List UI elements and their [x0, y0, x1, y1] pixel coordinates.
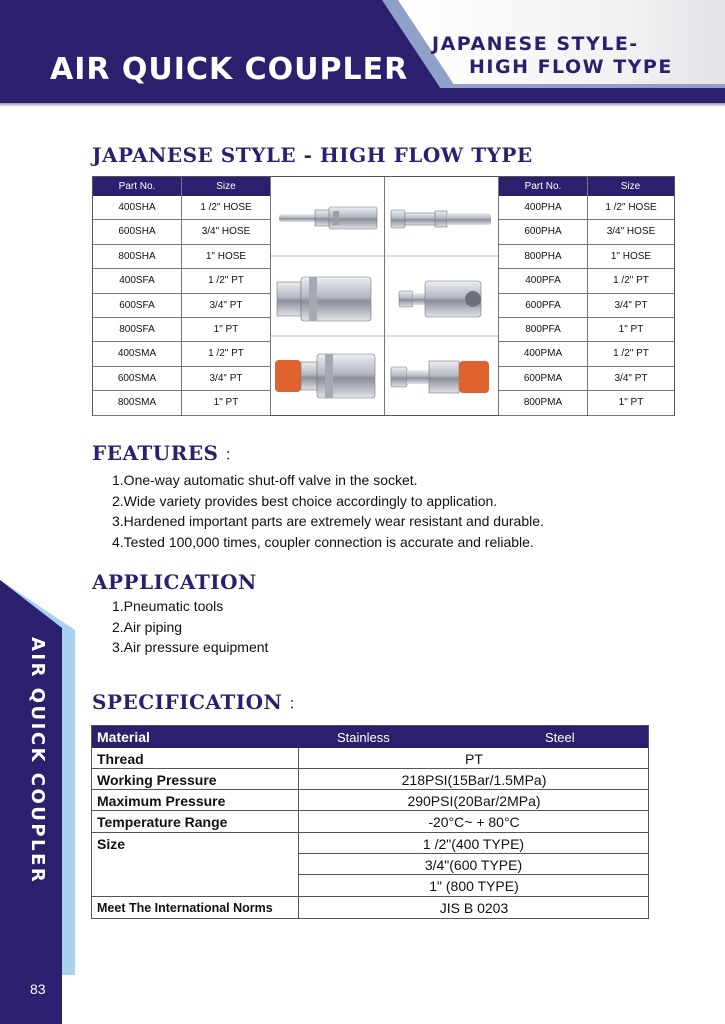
spec-row-temperature — [92, 811, 648, 833]
spec-value-temperature: -20°C~ + 80°C — [428, 814, 520, 830]
page-number: 83 — [30, 981, 46, 997]
spec-value-size-800: 1" (800 TYPE) — [429, 878, 519, 894]
list-item: 2.Wide variety provides best choice accordingly to application. — [112, 492, 498, 509]
plugs-size: 1 /2" PT — [588, 342, 674, 366]
table-vline — [181, 177, 182, 415]
sockets-size: 1 /2" PT — [182, 342, 270, 366]
sockets-part-no: 400SMA — [93, 342, 181, 366]
section-heading-application: APPLICATION — [92, 570, 257, 594]
header-tab-title — [432, 33, 682, 79]
col-header-size-left: Size — [182, 177, 270, 196]
sockets-size: 1" PT — [182, 318, 270, 342]
sockets-part-no: 400SHA — [93, 196, 181, 220]
col-header-part-right: Part No. — [499, 177, 587, 196]
plugs-size: 3/4" HOSE — [588, 220, 674, 244]
spec-row-max-pressure — [92, 790, 648, 811]
sockets-size: 3/4" PT — [182, 367, 270, 391]
features-list — [112, 470, 544, 552]
list-item: 3.Hardened important parts are extremely wear resistant and durable. — [112, 513, 544, 529]
page-title: AIR QUICK COUPLER — [50, 52, 409, 87]
plug-image-column — [385, 177, 498, 415]
plug-hose-icon — [391, 210, 491, 228]
plug-illustrations — [385, 177, 498, 415]
sockets-size: 1" HOSE — [182, 245, 270, 269]
list-item: 3.Air pressure equipment — [112, 639, 269, 655]
plugs-part-no: 600PMA — [499, 367, 587, 391]
spec-label-temperature: Temperature Range — [97, 814, 228, 830]
spec-size-row — [299, 854, 648, 875]
plugs-part-no: 400PFA — [499, 269, 587, 293]
sidebar-label: AIR QUICK COUPLER — [27, 637, 48, 885]
spec-table — [91, 725, 649, 919]
plug-male-icon — [391, 361, 489, 393]
spec-heading-colon: ： — [288, 694, 305, 713]
sockets-size: 1 /2" PT — [182, 269, 270, 293]
spec-label-size: Size — [97, 836, 126, 852]
spec-value-size-600: 3/4"(600 TYPE) — [424, 857, 523, 873]
header-tab-line2: HIGH FLOW TYPE — [469, 56, 673, 78]
plugs-size: 1 /2" HOSE — [588, 196, 674, 220]
sockets-part-no: 600SFA — [93, 294, 181, 318]
spec-heading-text: SPECIFICATION — [92, 690, 283, 714]
sockets-part-no: 800SMA — [93, 391, 181, 415]
socket-hose-icon — [279, 207, 377, 229]
section-heading-product: JAPANESE STYLE - HIGH FLOW TYPE — [92, 143, 533, 167]
plugs-size: 1" PT — [588, 318, 674, 342]
section-heading-features — [92, 441, 241, 465]
sockets-part-no: 800SHA — [93, 245, 181, 269]
sockets-part-no: 800SFA — [93, 318, 181, 342]
list-item: 4.Tested 100,000 times, coupler connection is accurate and reliable. — [112, 533, 534, 550]
spec-material-left: Stainless — [337, 730, 390, 745]
plugs-part-no: 400PMA — [499, 342, 587, 366]
plugs-size: 1" HOSE — [588, 245, 674, 269]
socket-image-column — [271, 177, 384, 415]
socket-male-icon — [275, 354, 375, 398]
sockets-size: 1" PT — [182, 391, 270, 415]
sockets-size: 3/4" HOSE — [182, 220, 270, 244]
plug-female-icon — [399, 281, 481, 317]
section-heading-specification — [92, 690, 305, 714]
sockets-size: 1 /2" HOSE — [182, 196, 270, 220]
plugs-part-no: 600PFA — [499, 294, 587, 318]
spec-label-max-pressure: Maximum Pressure — [97, 793, 226, 809]
spec-value-working-pressure: 218PSI(15Bar/1.5MPa) — [401, 772, 547, 788]
col-header-size-right: Size — [587, 177, 674, 196]
spec-row-material — [92, 726, 648, 748]
spec-row-working-pressure — [92, 769, 648, 790]
application-list — [112, 596, 268, 658]
spec-row-norms — [92, 897, 648, 918]
list-item: 1.One-way automatic shut-off valve in the socket. — [112, 472, 418, 488]
spec-size-row-last — [92, 875, 648, 897]
plugs-size: 3/4" PT — [588, 367, 674, 391]
socket-illustrations — [271, 177, 384, 415]
socket-female-icon — [277, 277, 371, 321]
plugs-part-no: 600PHA — [499, 220, 587, 244]
sockets-part-no: 600SMA — [93, 367, 181, 391]
table-vline — [587, 177, 588, 415]
spec-row-thread — [92, 748, 648, 769]
spec-label-thread: Thread — [97, 751, 144, 767]
sockets-size: 3/4" PT — [182, 294, 270, 318]
spec-value-norms: JIS B 0203 — [439, 900, 509, 916]
features-heading-text: FEATURES — [92, 441, 219, 465]
spec-label-working-pressure: Working Pressure — [97, 772, 217, 788]
spec-table-vline — [298, 748, 299, 918]
list-item: 2.Air piping — [112, 618, 183, 635]
spec-value-max-pressure: 290PSI(20Bar/2MPa) — [407, 793, 541, 809]
spec-value-thread: PT — [465, 751, 483, 767]
plugs-size: 3/4" PT — [588, 294, 674, 318]
spec-label-material: Material — [97, 729, 150, 745]
table-vline — [498, 177, 499, 415]
features-heading-colon: ： — [224, 445, 242, 464]
spec-label-norms: Meet The International Norms — [97, 901, 273, 915]
sockets-part-no: 600SHA — [93, 220, 181, 244]
spec-size-row — [299, 833, 648, 854]
plugs-size: 1 /2" PT — [588, 269, 674, 293]
sockets-part-no: 400SFA — [93, 269, 181, 293]
header-shadow — [0, 103, 725, 107]
list-item: 1.Pneumatic tools — [112, 598, 224, 614]
plugs-part-no: 800PFA — [499, 318, 587, 342]
header-tab-line1: JAPANESE STYLE- — [432, 33, 639, 55]
col-header-part-left: Part No. — [93, 177, 181, 196]
spec-value-size-400: 1 /2"(400 TYPE) — [422, 836, 525, 852]
spec-material-right: Steel — [545, 730, 575, 745]
product-table — [92, 176, 675, 416]
plugs-part-no: 800PMA — [499, 391, 587, 415]
plugs-size: 1" PT — [588, 391, 674, 415]
plugs-part-no: 400PHA — [499, 196, 587, 220]
plugs-part-no: 800PHA — [499, 245, 587, 269]
